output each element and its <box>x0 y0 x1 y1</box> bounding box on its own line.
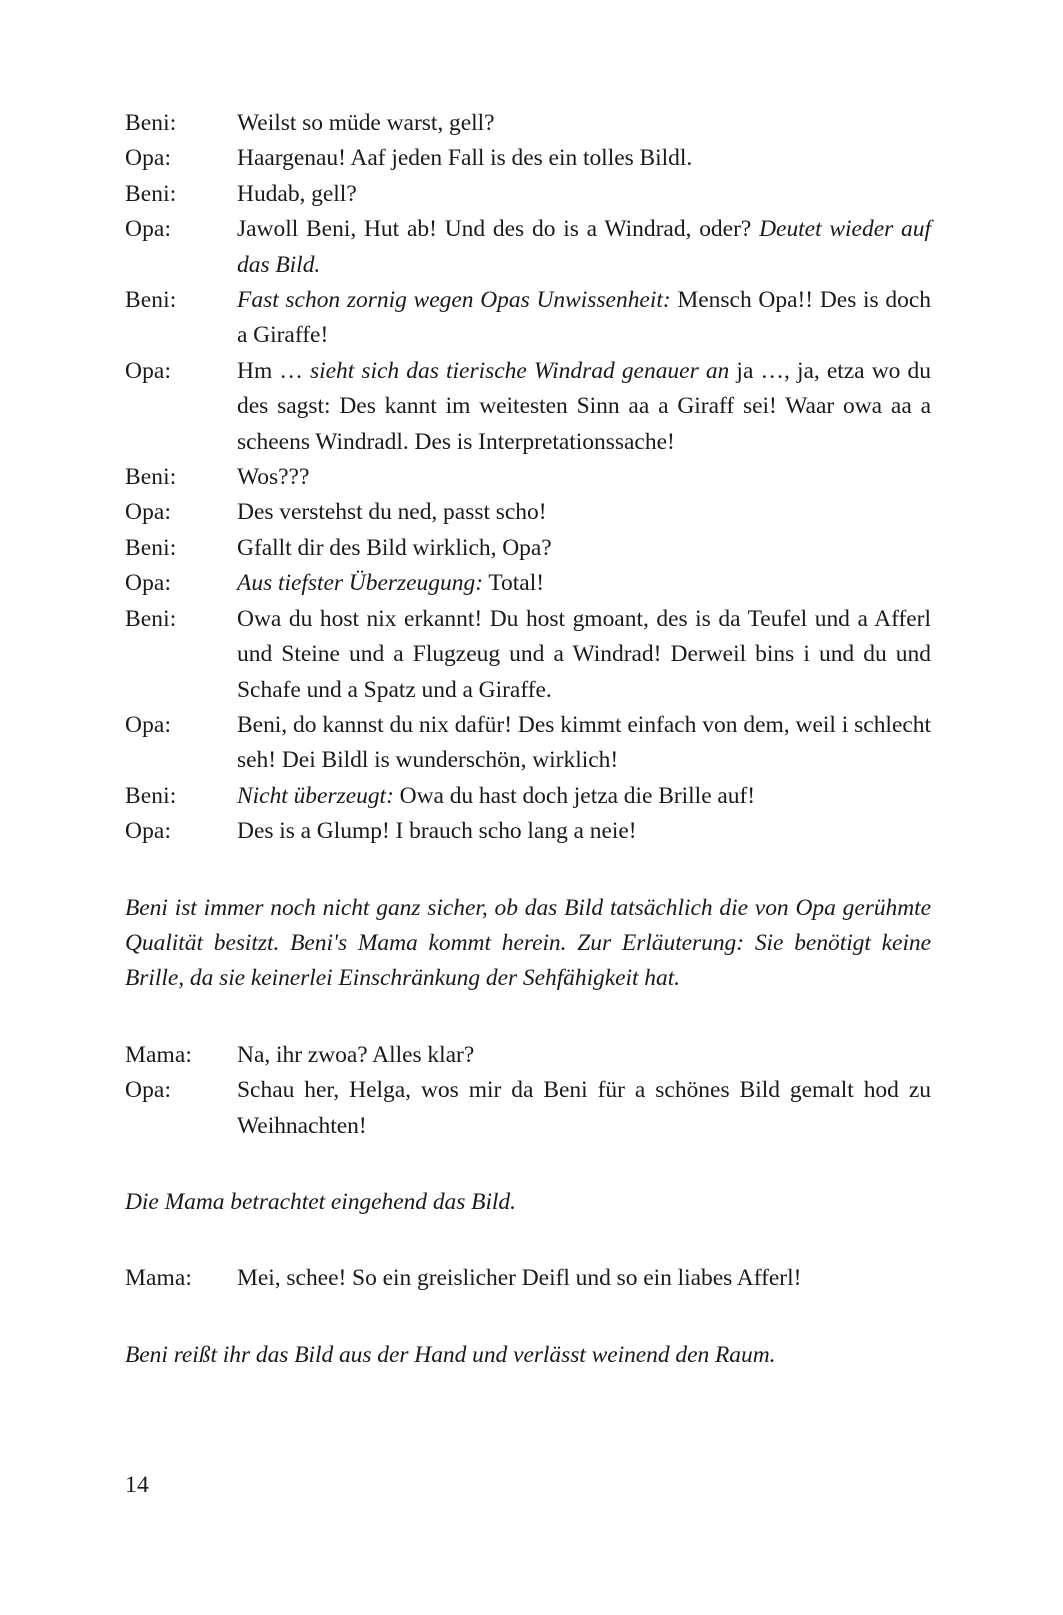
speaker-label: Beni: <box>125 110 177 136</box>
dialogue-line <box>125 141 931 176</box>
speaker-label: Opa: <box>125 711 172 738</box>
speech-text <box>237 141 931 176</box>
speech-run: Total! <box>483 570 545 597</box>
dialogue-block <box>125 1038 931 1144</box>
dialogue-line <box>125 1261 931 1296</box>
dialogue-line <box>125 602 931 708</box>
speaker-label: Opa: <box>125 570 172 597</box>
page-number: 14 <box>125 1472 150 1498</box>
dialogue-line <box>125 177 931 212</box>
speaker-label: Beni: <box>125 534 177 561</box>
dialogue-line <box>125 1073 931 1144</box>
speech-text <box>237 354 931 460</box>
dialogue-line <box>125 460 931 495</box>
speaker-label: Opa: <box>125 216 172 243</box>
speaker-label: Mama: <box>125 1265 193 1292</box>
speaker-label: Beni: <box>125 180 177 207</box>
dialogue-block <box>125 106 931 850</box>
stage-direction-inline: Fast schon zornig wegen Opas Unwissenheit: <box>237 287 671 314</box>
speech-text <box>237 106 931 141</box>
speech-run: Hudab, gell? <box>237 180 357 207</box>
stage-direction-paragraph: Die Mama betrachtet eingehend das Bild. <box>125 1188 516 1215</box>
speech-text <box>237 1261 931 1296</box>
dialogue-line <box>125 708 931 779</box>
speech-run: Mensch Opa!! Des is doch a Giraffe! <box>237 287 931 349</box>
speech-run: Beni, do kannst du nix dafür! Des kimmt einfach von dem, weil i schlecht seh! Dei Bildl is wunderschön, wirklich! <box>237 711 931 774</box>
stage-direction-paragraph: Beni ist immer noch nicht ganz sicher, ob das Bild tatsächlich die von Opa gerühmte Qualität besitzt. Beni's Mama kommt herein. Zur Erläuterung: Sie benötigt keine Brille, da sie keinerlei Einschränkung der Sehfähigkeit hat. <box>125 894 931 992</box>
stage-direction-paragraph: Beni reißt ihr das Bild aus der Hand und verlässt weinend den Raum. <box>125 1341 776 1368</box>
speaker-label: Beni: <box>125 287 177 314</box>
stage-direction-inline: sieht sich das tierische Windrad genauer an <box>309 357 730 384</box>
speaker-label: Beni: <box>125 464 177 491</box>
paragraph-spacer <box>125 850 931 891</box>
speech-run: Weilst so müde warst, gell? <box>237 110 495 136</box>
paragraph-spacer <box>125 997 931 1038</box>
speech-run: Gfallt dir des Bild wirklich, Opa? <box>237 534 552 561</box>
speech-text <box>237 531 931 566</box>
speaker-label: Opa: <box>125 499 172 526</box>
dialogue-line <box>125 1038 931 1073</box>
speech-run: Owa du host nix erkannt! Du host gmoant, des is da Teufel und a Afferl und Steine und a Flugzeug und a Windrad! Derweil bins i und du und Schafe und a Spatz und a Giraffe. <box>237 605 931 703</box>
dialogue-line <box>125 495 931 530</box>
speech-text <box>237 177 931 212</box>
speech-run: Wos??? <box>237 464 310 491</box>
speech-text <box>237 1073 931 1144</box>
paragraph-spacer <box>125 1220 931 1261</box>
dialogue-line <box>125 814 931 849</box>
speaker-label: Beni: <box>125 605 177 632</box>
speech-run: Haargenau! Aaf jeden Fall is des ein tolles Bildl. <box>237 145 693 172</box>
stage-direction-inline: Nicht überzeugt: <box>237 782 394 809</box>
speech-run: Jawoll Beni, Hut ab! Und des do is a Windrad, oder? <box>237 216 760 243</box>
speech-run: ja …, ja, etza wo du des sagst: Des kannt im weitesten Sinn aa a Giraff sei! Waar owa aa a scheens Windradl. Des is Interpretationssache! <box>237 357 932 455</box>
paragraph-spacer <box>125 1297 931 1338</box>
speech-text <box>237 1038 931 1073</box>
dialogue-line <box>125 779 931 814</box>
paragraph-spacer <box>125 1144 931 1185</box>
stage-direction-inline: Deutet wieder auf das Bild. <box>237 216 931 278</box>
speech-text <box>237 566 931 601</box>
speech-text <box>237 495 931 530</box>
speaker-label: Mama: <box>125 1041 193 1068</box>
speech-run: Des verstehst du ned, passt scho! <box>237 499 547 526</box>
dialogue-line <box>125 566 931 601</box>
speaker-label: Beni: <box>125 782 177 809</box>
speech-text <box>237 814 931 849</box>
dialogue-line <box>125 283 931 354</box>
dialogue-block <box>125 1261 931 1296</box>
dialogue-line <box>125 212 931 283</box>
speech-text <box>237 779 931 814</box>
speech-text <box>237 602 931 708</box>
speech-run: Schau her, Helga, wos mir da Beni für a schönes Bild gemalt hod zu Weihnachten! <box>237 1077 931 1139</box>
speech-run: Na, ihr zwoa? Alles klar? <box>237 1041 475 1068</box>
dialogue-line <box>125 531 931 566</box>
speaker-label: Opa: <box>125 818 172 845</box>
speech-run: Mei, schee! So ein greislicher Deifl und so ein liabes Afferl! <box>237 1265 802 1292</box>
dialogue-line <box>125 106 931 141</box>
speech-text <box>237 212 931 283</box>
speech-run: Des is a Glump! I brauch scho lang a neie! <box>237 818 637 845</box>
stage-direction-inline: Aus tiefster Überzeugung: <box>237 570 484 597</box>
page-text-column <box>125 106 931 1373</box>
speech-run: Hm … <box>237 357 310 384</box>
speaker-label: Opa: <box>125 145 172 172</box>
speech-run: Owa du hast doch jetza die Brille auf! <box>393 782 756 809</box>
speech-text <box>237 460 931 495</box>
speech-text <box>237 283 931 354</box>
speech-text <box>237 708 931 779</box>
dialogue-line <box>125 354 931 460</box>
speaker-label: Opa: <box>125 357 172 384</box>
speaker-label: Opa: <box>125 1077 172 1104</box>
